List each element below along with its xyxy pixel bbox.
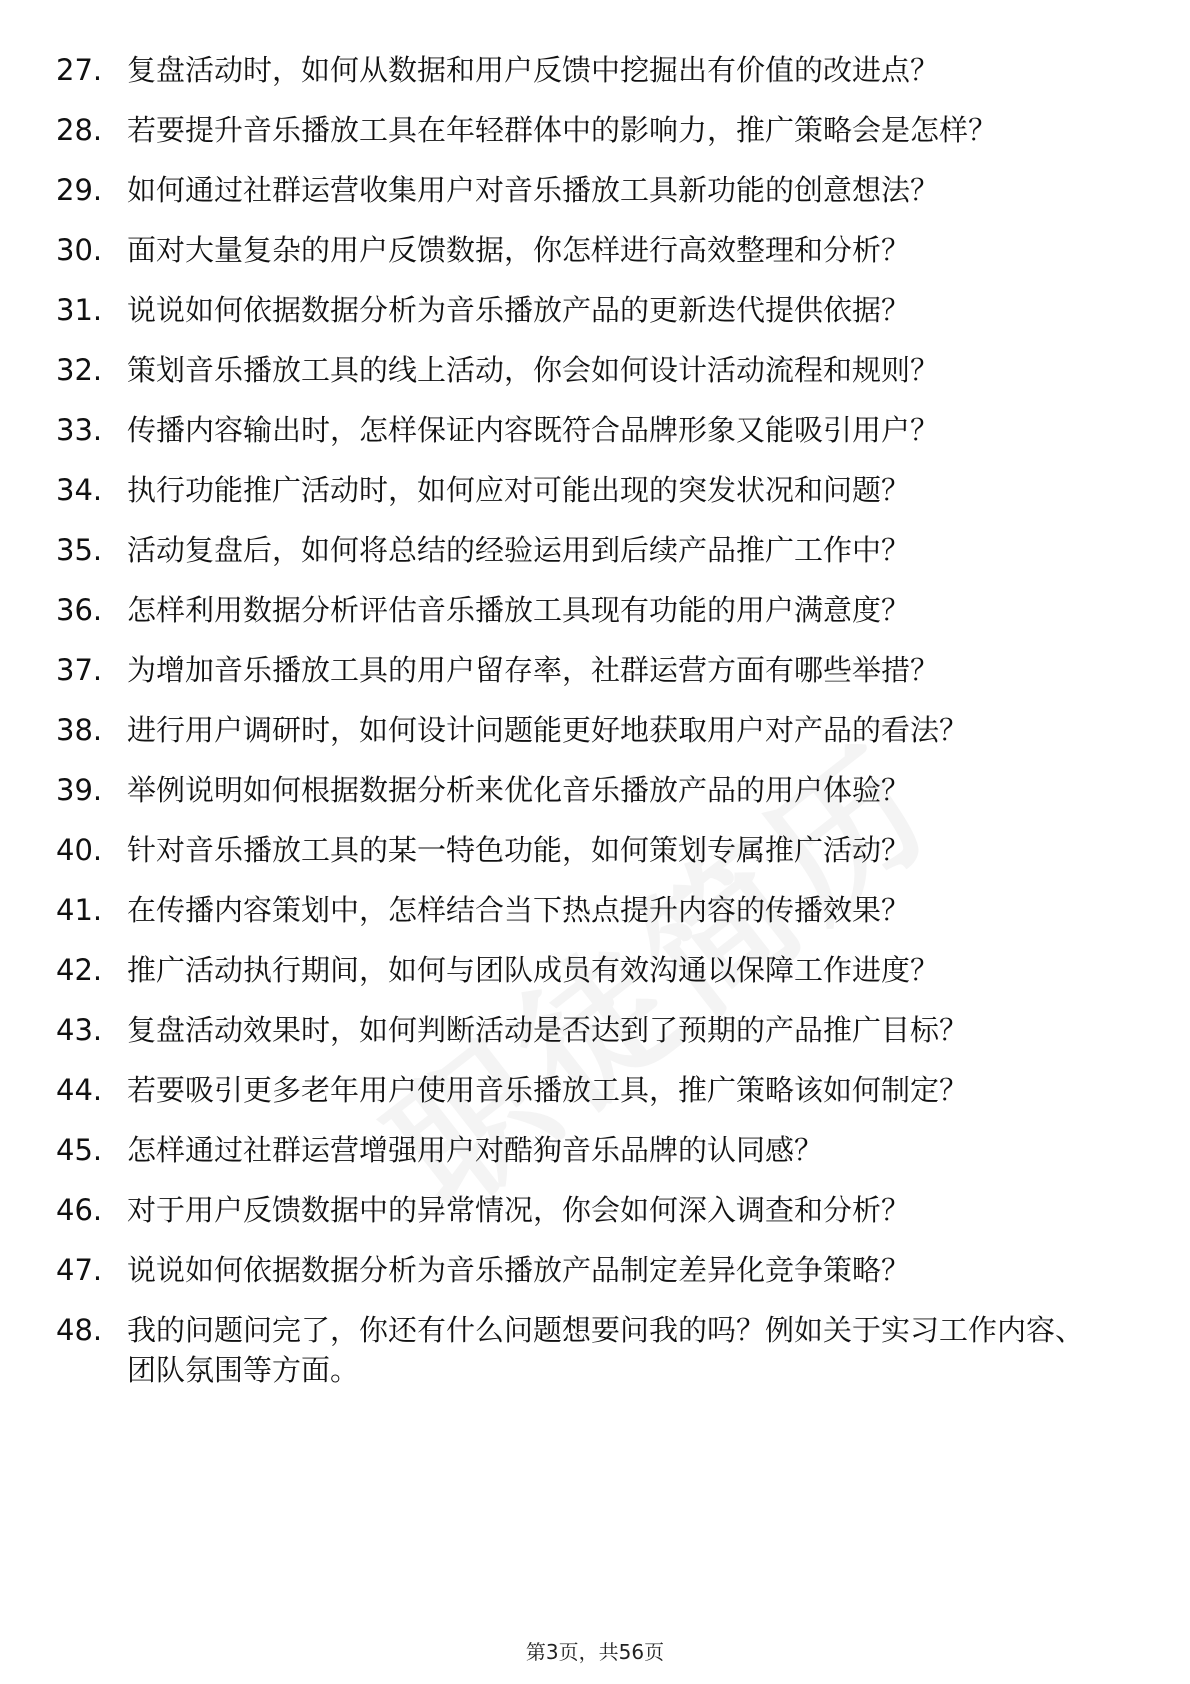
list-item (0, 650, 1190, 690)
question-text: 推广活动执行期间，如何与团队成员有效沟通以保障工作进度？ (127, 953, 940, 987)
list-item (0, 590, 1190, 630)
question-number: 31. (56, 293, 103, 327)
question-number: 27. (56, 53, 103, 87)
list-item (0, 170, 1190, 210)
question-text: 执行功能推广活动时，如何应对可能出现的突发状况和问题？ (127, 473, 911, 507)
question-text: 面对大量复杂的用户反馈数据，你怎样进行高效整理和分析？ (127, 233, 911, 267)
question-text: 活动复盘后，如何将总结的经验运用到后续产品推广工作中？ (127, 533, 911, 567)
question-text: 若要提升音乐播放工具在年轻群体中的影响力，推广策略会是怎样？ (127, 113, 998, 147)
question-number: 48. (56, 1313, 103, 1347)
question-number: 47. (56, 1253, 103, 1287)
question-number: 34. (56, 473, 103, 507)
question-text: 在传播内容策划中，怎样结合当下热点提升内容的传播效果？ (127, 893, 911, 927)
list-item (0, 410, 1190, 450)
list-item (0, 1250, 1190, 1290)
question-text: 举例说明如何根据数据分析来优化音乐播放产品的用户体验？ (127, 773, 911, 807)
question-number: 28. (56, 113, 103, 147)
question-number: 38. (56, 713, 103, 747)
question-text: 对于用户反馈数据中的异常情况，你会如何深入调查和分析？ (127, 1193, 911, 1227)
question-text: 策划音乐播放工具的线上活动，你会如何设计活动流程和规则？ (127, 353, 940, 387)
list-item (0, 1310, 1190, 1390)
list-item (0, 470, 1190, 510)
question-number: 39. (56, 773, 103, 807)
question-number: 35. (56, 533, 103, 567)
list-item (0, 1070, 1190, 1110)
question-number: 46. (56, 1193, 103, 1227)
page-number: 第3页，共56页 (525, 1640, 665, 1664)
question-number: 42. (56, 953, 103, 987)
list-item (0, 50, 1190, 90)
question-text: 我的问题问完了，你还有什么问题想要问我的吗？例如关于实习工作内容、团队氛围等方面。 (127, 1313, 1085, 1387)
question-number: 29. (56, 173, 103, 207)
question-text: 传播内容输出时，怎样保证内容既符合品牌形象又能吸引用户？ (127, 413, 940, 447)
question-number: 30. (56, 233, 103, 267)
question-number: 44. (56, 1073, 103, 1107)
question-number: 45. (56, 1133, 103, 1167)
list-item (0, 830, 1190, 870)
list-item (0, 110, 1190, 150)
list-item (0, 710, 1190, 750)
list-item (0, 1190, 1190, 1230)
list-item (0, 350, 1190, 390)
question-number: 32. (56, 353, 103, 387)
question-text: 如何通过社群运营收集用户对音乐播放工具新功能的创意想法？ (127, 173, 940, 207)
question-text: 怎样通过社群运营增强用户对酷狗音乐品牌的认同感？ (127, 1133, 824, 1167)
list-item (0, 230, 1190, 270)
list-item (0, 1010, 1190, 1050)
question-number: 40. (56, 833, 103, 867)
question-text: 为增加音乐播放工具的用户留存率，社群运营方面有哪些举措？ (127, 653, 940, 687)
question-number: 43. (56, 1013, 103, 1047)
question-text: 进行用户调研时，如何设计问题能更好地获取用户对产品的看法？ (127, 713, 969, 747)
question-list (0, 50, 1190, 1410)
question-number: 36. (56, 593, 103, 627)
question-text: 若要吸引更多老年用户使用音乐播放工具，推广策略该如何制定？ (127, 1073, 969, 1107)
question-number: 41. (56, 893, 103, 927)
question-text: 怎样利用数据分析评估音乐播放工具现有功能的用户满意度？ (127, 593, 911, 627)
question-text: 复盘活动时，如何从数据和用户反馈中挖掘出有价值的改进点？ (127, 53, 940, 87)
question-number: 33. (56, 413, 103, 447)
list-item (0, 950, 1190, 990)
question-text: 针对音乐播放工具的某一特色功能，如何策划专属推广活动？ (127, 833, 911, 867)
question-text: 复盘活动效果时，如何判断活动是否达到了预期的产品推广目标？ (127, 1013, 969, 1047)
question-text: 说说如何依据数据分析为音乐播放产品制定差异化竞争策略？ (127, 1253, 911, 1287)
list-item (0, 530, 1190, 570)
page-footer (0, 1638, 1190, 1666)
list-item (0, 770, 1190, 810)
list-item (0, 890, 1190, 930)
question-text: 说说如何依据数据分析为音乐播放产品的更新迭代提供依据？ (127, 293, 911, 327)
list-item (0, 1130, 1190, 1170)
question-number: 37. (56, 653, 103, 687)
list-item (0, 290, 1190, 330)
